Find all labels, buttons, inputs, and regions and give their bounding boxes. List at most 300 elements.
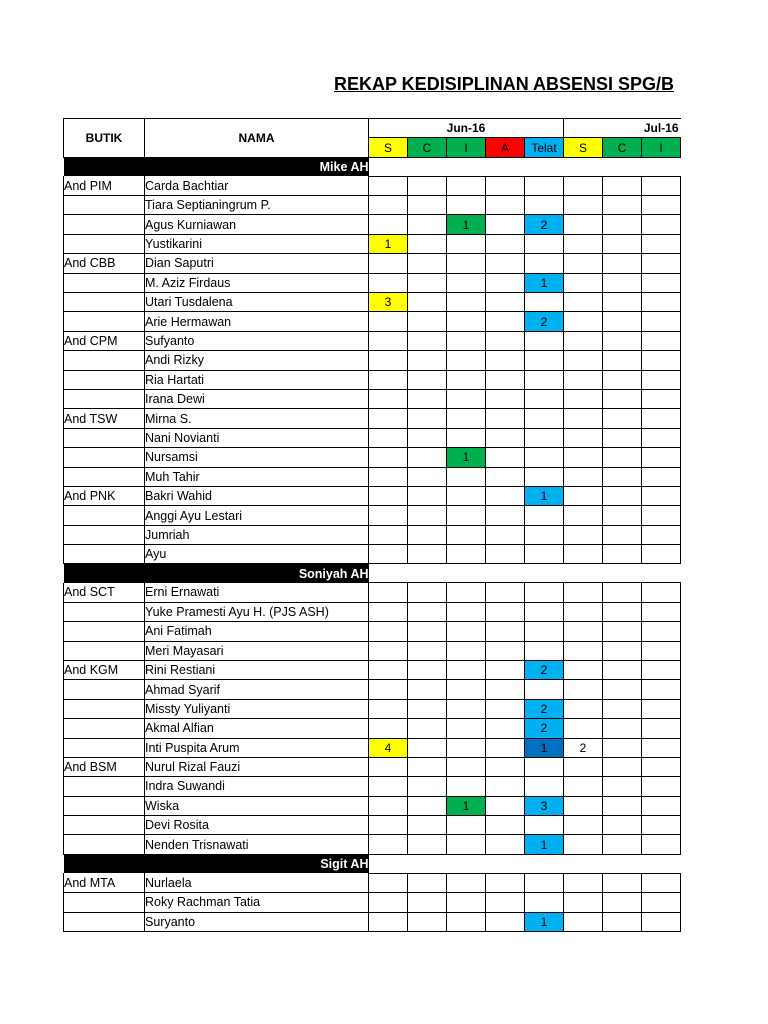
cell-s2 xyxy=(564,719,603,738)
table-row xyxy=(64,660,681,679)
cell-telat: 1 xyxy=(525,738,564,757)
cell-c xyxy=(408,506,447,525)
cell-telat xyxy=(525,893,564,912)
cell-a xyxy=(486,351,525,370)
cell-s2 xyxy=(564,796,603,815)
cell-butik xyxy=(64,351,145,370)
cell-telat xyxy=(525,622,564,641)
header-subcol-a-3: A xyxy=(486,138,525,157)
cell-nama: Nurul Rizal Fauzi xyxy=(145,757,369,776)
cell-a xyxy=(486,273,525,292)
cell-butik xyxy=(64,428,145,447)
cell-nama: Nenden Trisnawati xyxy=(145,835,369,854)
cell-i xyxy=(447,835,486,854)
cell-s: 3 xyxy=(369,293,408,312)
cell-telat: 2 xyxy=(525,215,564,234)
cell-a xyxy=(486,680,525,699)
cell-i2 xyxy=(642,660,681,679)
cell-a xyxy=(486,370,525,389)
cell-s xyxy=(369,873,408,892)
table-row xyxy=(64,545,681,564)
cell-c2 xyxy=(603,234,642,253)
cell-i2 xyxy=(642,176,681,195)
cell-nama: Missty Yuliyanti xyxy=(145,699,369,718)
cell-i xyxy=(447,757,486,776)
header-subcol-telat-4: Telat xyxy=(525,138,564,157)
header-month-jun: Jun-16 xyxy=(369,119,564,138)
table-row xyxy=(64,641,681,660)
group-label: Sigit AH xyxy=(64,854,369,873)
group-row xyxy=(64,157,681,176)
cell-c2 xyxy=(603,660,642,679)
cell-butik xyxy=(64,545,145,564)
header-subcol-c-6: C xyxy=(603,138,642,157)
cell-butik xyxy=(64,912,145,931)
cell-nama: Sufyanto xyxy=(145,331,369,350)
cell-nama: Nursamsi xyxy=(145,448,369,467)
cell-i xyxy=(447,176,486,195)
cell-s2 xyxy=(564,583,603,602)
cell-c xyxy=(408,699,447,718)
cell-telat xyxy=(525,370,564,389)
cell-s xyxy=(369,428,408,447)
cell-nama: Wiska xyxy=(145,796,369,815)
cell-i2 xyxy=(642,506,681,525)
cell-a xyxy=(486,699,525,718)
cell-nama: Jumriah xyxy=(145,525,369,544)
cell-butik xyxy=(64,273,145,292)
cell-butik xyxy=(64,467,145,486)
cell-s xyxy=(369,622,408,641)
table-row xyxy=(64,215,681,234)
cell-c xyxy=(408,602,447,621)
cell-s xyxy=(369,525,408,544)
cell-i2 xyxy=(642,777,681,796)
cell-i xyxy=(447,370,486,389)
cell-telat xyxy=(525,196,564,215)
cell-s2 xyxy=(564,873,603,892)
cell-i2 xyxy=(642,215,681,234)
cell-s2 xyxy=(564,331,603,350)
cell-c xyxy=(408,525,447,544)
cell-butik: And CPM xyxy=(64,331,145,350)
cell-i2 xyxy=(642,409,681,428)
table-row xyxy=(64,293,681,312)
cell-c2 xyxy=(603,699,642,718)
cell-s2 xyxy=(564,641,603,660)
cell-c2 xyxy=(603,506,642,525)
cell-a xyxy=(486,234,525,253)
cell-butik xyxy=(64,293,145,312)
cell-nama: Agus Kurniawan xyxy=(145,215,369,234)
cell-c xyxy=(408,912,447,931)
cell-s xyxy=(369,176,408,195)
cell-s xyxy=(369,699,408,718)
cell-s2 xyxy=(564,602,603,621)
cell-a xyxy=(486,409,525,428)
group-label: Soniyah AH xyxy=(64,564,369,583)
cell-i2 xyxy=(642,641,681,660)
cell-telat: 2 xyxy=(525,660,564,679)
cell-butik xyxy=(64,719,145,738)
cell-butik: And MTA xyxy=(64,873,145,892)
cell-i2 xyxy=(642,196,681,215)
cell-c2 xyxy=(603,602,642,621)
cell-telat xyxy=(525,331,564,350)
cell-c xyxy=(408,331,447,350)
cell-s2 xyxy=(564,757,603,776)
cell-butik: And SCT xyxy=(64,583,145,602)
cell-c2 xyxy=(603,448,642,467)
table-row xyxy=(64,176,681,195)
cell-s2 xyxy=(564,370,603,389)
cell-butik xyxy=(64,506,145,525)
cell-a xyxy=(486,796,525,815)
group-row xyxy=(64,564,681,583)
cell-s xyxy=(369,196,408,215)
cell-c xyxy=(408,215,447,234)
cell-c xyxy=(408,738,447,757)
cell-s xyxy=(369,273,408,292)
cell-i2 xyxy=(642,428,681,447)
cell-a xyxy=(486,293,525,312)
table-row xyxy=(64,234,681,253)
cell-s2 xyxy=(564,777,603,796)
table-row xyxy=(64,351,681,370)
cell-s xyxy=(369,254,408,273)
table-row xyxy=(64,583,681,602)
cell-s xyxy=(369,602,408,621)
header-subcol-i-7: I xyxy=(642,138,681,157)
cell-telat: 3 xyxy=(525,796,564,815)
cell-s2 xyxy=(564,893,603,912)
cell-a xyxy=(486,545,525,564)
cell-nama: Nani Novianti xyxy=(145,428,369,447)
cell-c2 xyxy=(603,796,642,815)
cell-s2 xyxy=(564,680,603,699)
cell-a xyxy=(486,196,525,215)
cell-s2 xyxy=(564,234,603,253)
cell-i xyxy=(447,719,486,738)
cell-i2 xyxy=(642,757,681,776)
cell-telat xyxy=(525,448,564,467)
cell-c2 xyxy=(603,312,642,331)
cell-i xyxy=(447,816,486,835)
cell-i2 xyxy=(642,448,681,467)
cell-telat xyxy=(525,873,564,892)
cell-c2 xyxy=(603,467,642,486)
table-row xyxy=(64,738,681,757)
cell-i xyxy=(447,622,486,641)
cell-a xyxy=(486,738,525,757)
cell-nama: Dian Saputri xyxy=(145,254,369,273)
cell-c xyxy=(408,428,447,447)
cell-s xyxy=(369,777,408,796)
header-nama: NAMA xyxy=(145,119,369,158)
cell-butik xyxy=(64,777,145,796)
cell-butik: And PNK xyxy=(64,486,145,505)
cell-nama: Anggi Ayu Lestari xyxy=(145,506,369,525)
cell-telat xyxy=(525,351,564,370)
cell-telat xyxy=(525,409,564,428)
cell-s xyxy=(369,680,408,699)
cell-c xyxy=(408,467,447,486)
cell-c xyxy=(408,273,447,292)
table-body xyxy=(64,119,681,932)
cell-butik xyxy=(64,699,145,718)
cell-i2 xyxy=(642,312,681,331)
table-row xyxy=(64,312,681,331)
cell-c2 xyxy=(603,583,642,602)
cell-c2 xyxy=(603,738,642,757)
cell-s xyxy=(369,719,408,738)
cell-i2 xyxy=(642,699,681,718)
cell-i2 xyxy=(642,873,681,892)
table-row xyxy=(64,816,681,835)
cell-i2 xyxy=(642,912,681,931)
cell-i xyxy=(447,196,486,215)
cell-s2 xyxy=(564,409,603,428)
cell-butik xyxy=(64,602,145,621)
table-row xyxy=(64,467,681,486)
cell-a xyxy=(486,525,525,544)
cell-s xyxy=(369,816,408,835)
cell-telat xyxy=(525,816,564,835)
cell-s xyxy=(369,486,408,505)
table-row xyxy=(64,777,681,796)
cell-telat: 2 xyxy=(525,699,564,718)
cell-c xyxy=(408,389,447,408)
cell-butik xyxy=(64,738,145,757)
cell-i2 xyxy=(642,234,681,253)
cell-c2 xyxy=(603,816,642,835)
cell-nama: Ayu xyxy=(145,545,369,564)
cell-nama: Muh Tahir xyxy=(145,467,369,486)
cell-i xyxy=(447,389,486,408)
cell-a xyxy=(486,893,525,912)
cell-c xyxy=(408,196,447,215)
cell-nama: Andi Rizky xyxy=(145,351,369,370)
cell-i2 xyxy=(642,467,681,486)
cell-s2 xyxy=(564,486,603,505)
attendance-table xyxy=(63,118,681,932)
cell-a xyxy=(486,312,525,331)
cell-i xyxy=(447,254,486,273)
cell-c2 xyxy=(603,215,642,234)
cell-butik xyxy=(64,215,145,234)
cell-s xyxy=(369,312,408,331)
cell-i2 xyxy=(642,351,681,370)
cell-nama: Rini Restiani xyxy=(145,660,369,679)
cell-c xyxy=(408,176,447,195)
cell-a xyxy=(486,777,525,796)
cell-c xyxy=(408,409,447,428)
cell-s2 xyxy=(564,428,603,447)
cell-butik: And BSM xyxy=(64,757,145,776)
cell-i xyxy=(447,293,486,312)
cell-c2 xyxy=(603,873,642,892)
cell-nama: Ria Hartati xyxy=(145,370,369,389)
cell-a xyxy=(486,467,525,486)
cell-nama: Meri Mayasari xyxy=(145,641,369,660)
cell-s xyxy=(369,545,408,564)
cell-telat xyxy=(525,234,564,253)
cell-c2 xyxy=(603,409,642,428)
cell-butik xyxy=(64,448,145,467)
cell-c xyxy=(408,351,447,370)
cell-butik: And PIM xyxy=(64,176,145,195)
cell-s2 xyxy=(564,254,603,273)
table-row xyxy=(64,719,681,738)
cell-telat xyxy=(525,254,564,273)
group-row xyxy=(64,854,681,873)
cell-i2 xyxy=(642,545,681,564)
cell-a xyxy=(486,506,525,525)
cell-telat xyxy=(525,467,564,486)
header-subcol-i-2: I xyxy=(447,138,486,157)
cell-a xyxy=(486,816,525,835)
cell-s2 xyxy=(564,448,603,467)
cell-c xyxy=(408,545,447,564)
cell-s2 xyxy=(564,312,603,331)
cell-telat: 2 xyxy=(525,719,564,738)
cell-i2 xyxy=(642,738,681,757)
cell-c2 xyxy=(603,545,642,564)
cell-s2 xyxy=(564,506,603,525)
cell-c xyxy=(408,583,447,602)
cell-i xyxy=(447,699,486,718)
cell-i2 xyxy=(642,893,681,912)
cell-c xyxy=(408,370,447,389)
cell-telat xyxy=(525,757,564,776)
cell-c2 xyxy=(603,912,642,931)
cell-c xyxy=(408,680,447,699)
cell-c2 xyxy=(603,486,642,505)
cell-c xyxy=(408,448,447,467)
header-subcol-s-5: S xyxy=(564,138,603,157)
cell-s xyxy=(369,893,408,912)
cell-s xyxy=(369,641,408,660)
cell-i2 xyxy=(642,293,681,312)
cell-i xyxy=(447,583,486,602)
table-row xyxy=(64,602,681,621)
header-month-jul: Jul-16 xyxy=(564,119,681,138)
cell-c xyxy=(408,893,447,912)
cell-a xyxy=(486,873,525,892)
cell-c xyxy=(408,641,447,660)
table-row xyxy=(64,254,681,273)
cell-butik xyxy=(64,196,145,215)
table-row xyxy=(64,428,681,447)
cell-i xyxy=(447,312,486,331)
table-row xyxy=(64,370,681,389)
cell-nama: Suryanto xyxy=(145,912,369,931)
cell-telat: 1 xyxy=(525,486,564,505)
table-row xyxy=(64,506,681,525)
cell-i2 xyxy=(642,273,681,292)
cell-i2 xyxy=(642,835,681,854)
cell-c2 xyxy=(603,389,642,408)
cell-c2 xyxy=(603,331,642,350)
cell-butik xyxy=(64,835,145,854)
cell-s2 xyxy=(564,699,603,718)
cell-i: 1 xyxy=(447,215,486,234)
cell-i2 xyxy=(642,680,681,699)
cell-c2 xyxy=(603,428,642,447)
cell-telat xyxy=(525,525,564,544)
cell-i2 xyxy=(642,331,681,350)
cell-i xyxy=(447,602,486,621)
cell-telat xyxy=(525,545,564,564)
cell-s: 4 xyxy=(369,738,408,757)
cell-s2 xyxy=(564,816,603,835)
cell-nama: Ani Fatimah xyxy=(145,622,369,641)
header-row-months xyxy=(64,119,681,138)
cell-c xyxy=(408,719,447,738)
cell-nama: Erni Ernawati xyxy=(145,583,369,602)
cell-i xyxy=(447,738,486,757)
cell-butik: And TSW xyxy=(64,409,145,428)
cell-s2 xyxy=(564,196,603,215)
cell-c2 xyxy=(603,370,642,389)
table-row xyxy=(64,486,681,505)
cell-s2 xyxy=(564,835,603,854)
cell-i xyxy=(447,506,486,525)
table-row xyxy=(64,525,681,544)
cell-s xyxy=(369,389,408,408)
table-row xyxy=(64,873,681,892)
cell-a xyxy=(486,254,525,273)
cell-a xyxy=(486,757,525,776)
cell-s xyxy=(369,506,408,525)
cell-s xyxy=(369,467,408,486)
group-label: Mike AH xyxy=(64,157,369,176)
cell-telat xyxy=(525,506,564,525)
cell-s2 xyxy=(564,545,603,564)
table-row xyxy=(64,448,681,467)
cell-s xyxy=(369,796,408,815)
header-subcol-s-0: S xyxy=(369,138,408,157)
cell-s2 xyxy=(564,389,603,408)
cell-i xyxy=(447,660,486,679)
table-row xyxy=(64,389,681,408)
cell-i xyxy=(447,486,486,505)
cell-telat: 1 xyxy=(525,912,564,931)
cell-a xyxy=(486,660,525,679)
cell-c2 xyxy=(603,176,642,195)
cell-s2 xyxy=(564,351,603,370)
cell-c xyxy=(408,293,447,312)
cell-nama: Akmal Alfian xyxy=(145,719,369,738)
page-title: REKAP KEDISIPLINAN ABSENSI SPG/B xyxy=(334,74,675,94)
cell-a xyxy=(486,583,525,602)
cell-nama: Irana Dewi xyxy=(145,389,369,408)
cell-c2 xyxy=(603,196,642,215)
cell-c2 xyxy=(603,254,642,273)
cell-i xyxy=(447,777,486,796)
cell-s xyxy=(369,912,408,931)
cell-c xyxy=(408,312,447,331)
cell-c xyxy=(408,622,447,641)
cell-c xyxy=(408,816,447,835)
cell-telat: 1 xyxy=(525,273,564,292)
cell-c2 xyxy=(603,757,642,776)
cell-c2 xyxy=(603,525,642,544)
cell-i: 1 xyxy=(447,448,486,467)
cell-butik xyxy=(64,312,145,331)
table-row xyxy=(64,757,681,776)
cell-i xyxy=(447,428,486,447)
